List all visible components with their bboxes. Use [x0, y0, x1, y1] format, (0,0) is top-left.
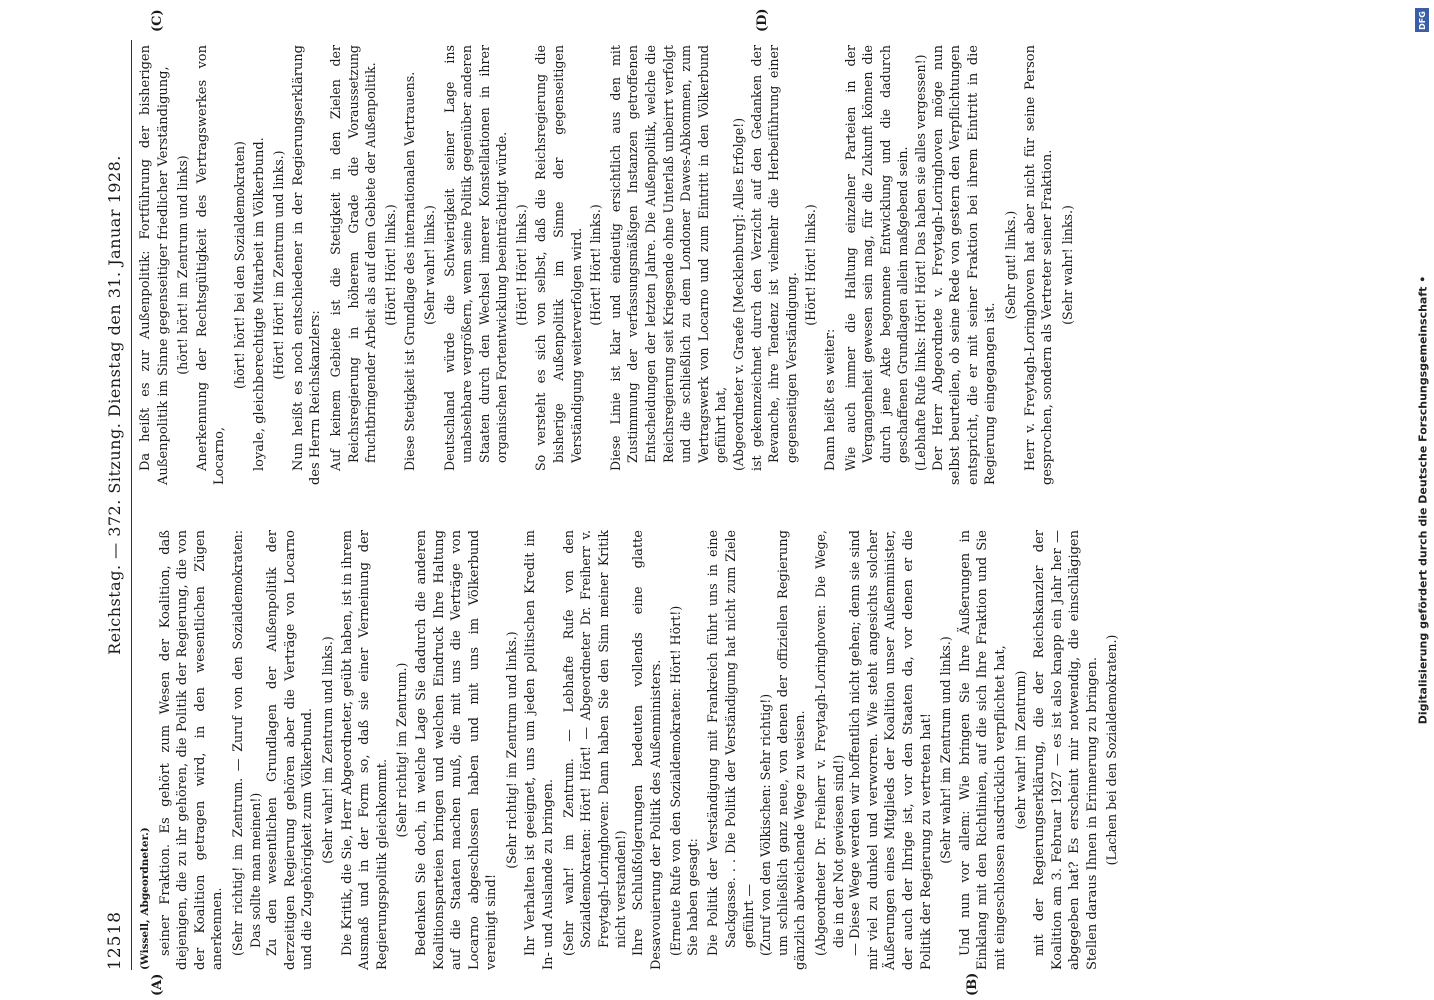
paragraph: Ihre Schlußfolgerungen bedeuten vollends eine glatte Desavouierung der Politik des Außenministers.	[631, 530, 664, 970]
interjection: (Lachen bei den Sozialdemokraten.)	[1104, 634, 1120, 866]
left-text-column	[137, 530, 1123, 970]
paragraph: Nun heißt es noch entschiedener in der Regierungserklärung des Herrn Reichskanzlers:	[290, 45, 324, 485]
quoted-passage: (Zuruf von den Völkischen: Sehr richtig!)	[758, 693, 774, 956]
dfg-credit-text: Digitalisierung gefördert durch die Deutsche Forschungsgemeinschaft •	[1416, 275, 1430, 725]
interjection: (Sehr gut! links.)	[1002, 210, 1018, 320]
margin-marker-d: (D)	[755, 8, 770, 32]
paragraph: Der Herr Abgeordnete v. Freytagh-Loringhoven möge nun selbst beurteilen, ob seine Rede von gestern den Verpflichtungen entspricht, die er mit seiner Fraktion bei ihrem Eintritt in die Regierung eingegangen ist.	[930, 45, 999, 485]
interjection: (Sehr wahr! im Zentrum und links.)	[938, 636, 954, 864]
interjection: (Sehr wahr! links.)	[421, 205, 437, 325]
paragraph: Und nun vor allem: Wie bringen Sie Ihre Äußerungen in Einklang mit den Richtlinien, auf die sich Ihre Fraktion und Sie mit eingeschlossen ausdrücklich verpflichtet hat,	[957, 530, 1008, 970]
quoted-passage: So versteht es sich von selbst, daß die Reichsregierung die bisherige Außenpolitik im Sinne der gegenseitigen Verständigung weiterverfolgen wird.	[533, 45, 584, 471]
interjection: (Sehr richtig! im Zentrum und links.)	[503, 631, 519, 869]
quoted-passage: (Abgeordneter v. Graefe [Mecklenburg]: Alles Erfolge!)	[731, 117, 746, 471]
paragraph: Die Kritik, die Sie, Herr Abgeordneter, geübt haben, ist in ihrem Ausmaß und in der Form so, daß sie einer Verneinung der Regierungspolitik gleichkommt.	[339, 530, 390, 970]
page-number: 12518	[105, 910, 125, 970]
speaker-label: (Wissell, Abgeordneter.)	[139, 827, 151, 970]
paragraph: — Diese Wege werden wir hoffentlich nicht gehen; denn sie sind mir viel zu dunkel und verworren. Wie steht angesichts solcher Äußerungen eines Mitglieds der Koalition unser Außenminister, der auch der Ihrige ist, vor den Staaten da, vor denen er die Politik der Regierung zu vertreten hat!	[848, 530, 934, 970]
interjection: (Hört! Hört! links.)	[588, 204, 604, 326]
interjection: (sehr wahr! im Zentrum)	[1012, 670, 1028, 830]
quoted-passage: Die Politik der Verständigung mit Frankreich führt uns in eine Sackgasse. . . Die Politik der Verständigung hat nicht zum Ziele geführt —	[705, 530, 756, 956]
interjection: (Sehr richtig! im Zentrum.)	[394, 662, 410, 838]
quoted-passage: (Lebhafte Rufe links: Hört! Hört! Das haben sie alles vergessen!)	[912, 54, 928, 471]
quoted-passage: (Erneute Rufe von den Sozialdemokraten: Hört! Hört!)	[668, 605, 684, 956]
paragraph: Herr v. Freytagh-Loringhoven hat aber nicht für seine Person gesprochen, sondern als Vertreter seiner Fraktion.	[1022, 45, 1056, 485]
interjection: (Sehr wahr! links.)	[1059, 205, 1075, 325]
interjection: (Hört! Hört! links.)	[382, 204, 398, 326]
quoted-passage: ist gekennzeichnet durch den Verzicht auf den Gedanken der Revanche, ihre Tendenz ist vielmehr die Herbeiführung einer gegenseitigen Verständigung.	[748, 45, 799, 471]
quoted-passage: Diese Stetigkeit ist Grundlage des internationalen Vertrauens.	[402, 71, 418, 471]
rotated-document-page	[95, 0, 1395, 1000]
session-title: Reichstag. — 372. Sitzung. Dienstag den 31. Januar 1928.	[105, 155, 124, 655]
right-text-column	[137, 45, 1078, 485]
paragraph: Zu den wesentlichen Grundlagen der Außenpolitik der derzeitigen Regierung gehören aber die Verträge von Locarno und die Zugehörigkeit zum Völkerbund.	[265, 530, 316, 970]
paragraph: Sie haben gesagt:	[685, 838, 701, 956]
page-header	[101, 40, 129, 970]
quoted-passage: Deutschland würde die Schwierigkeit seiner Lage ins unabsehbare vergrößern, wenn seine Politik gegenüber anderen Staaten durch den Wechsel innerer Konstellationen in ihrer organischen Fortentwicklung beeinträchtigt würde.	[441, 45, 510, 471]
header-rule	[131, 40, 132, 970]
paragraph: Anerkennung der Rechtsgültigkeit des Vertragswerkes von Locarno,	[194, 45, 228, 485]
quoted-passage: Diese Linie ist klar und eindeutig ersichtlich aus den mit Zustimmung der verfassungsmäßigen Instanzen getroffenen Entscheidungen der letzten Jahre. Die Außenpolitik, welche die Reichsregierung seit Kriegsende ohne Unterlaß unbeirrt verfolgt und die schließlich zu dem Londoner Dawes-Abkommen, zum Vertragswerk von Locarno und zum Eintritt in den Völkerbund geführt hat,	[607, 45, 729, 471]
quoted-passage: (Sehr wahr! im Zentrum. — Lebhafte Rufe von den Sozialdemokraten: Hört! Hört! — Abgeordneter Dr. Freiherr v. Freytagh-Loringhoven: Dann haben Sie den Sinn meiner Kritik nicht verstanden!)	[560, 530, 629, 956]
quoted-passage: (Sehr richtig! im Zentrum. — Zuruf von den Sozialdemokraten: Das sollte man meinen!)	[229, 530, 263, 956]
quoted-passage: Auf keinem Gebiete ist die Stetigkeit in den Zielen der Reichsregierung in höherem Grade die Voraussetzung fruchtbringender Arbeit als auf dem Gebiete der Außenpolitik.	[327, 45, 379, 471]
interjection: (hört! hört! im Zentrum und links)	[175, 155, 191, 375]
quoted-passage: (Abgeordneter Dr. Freiherr v. Freytagh-Loringhoven: Die Wege, die in der Not gewiesen sind!)	[812, 530, 846, 956]
quoted-passage: Wie auch immer die Haltung einzelner Parteien in der Vergangenheit gewesen sein mag, für die Zukunft können die durch jene Akte begonnene Entwicklung und die dadurch geschaffenen Grundlagen allein maßgebend sein.	[842, 45, 911, 471]
paragraph: um schließlich ganz neue, von denen der offiziellen Regierung gänzlich abweichende Wege zu weisen.	[775, 530, 809, 970]
paragraph: seiner Fraktion. Es gehört zum Wesen der Koalition, daß diejenigen, die zu ihr gehören, die Politik der Regierung, die von der Koalition getragen wird, in den wesentlichen Zügen anerkennen.	[157, 530, 226, 970]
dfg-logo: DFG	[1415, 8, 1429, 32]
interjection: (Hört! Hört! links.)	[803, 204, 819, 326]
margin-marker-a: (A)	[150, 973, 165, 996]
interjection: (Hört! Hört! links.)	[513, 204, 529, 326]
margin-marker-b: (B)	[965, 972, 980, 996]
paragraph: Bedenken Sie doch, in welche Lage Sie dadurch die anderen Koalitionsparteien bringen und welchen Eindruck Ihre Haltung auf die Staaten machen muß, die mit uns die Verträge von Locarno abgeschlossen haben und mit uns im Völkerbund vereinigt sind!	[413, 530, 500, 970]
paragraph: mit der Regierungserklärung, die der Reichskanzler der Koalition am 3. Februar 1927 — es ist also knapp ein Jahr her — abgegeben hat? Es erscheint mir notwendig, die einschlägigen Stellen daraus Ihnen in Erinnerung zu bringen.	[1032, 530, 1100, 970]
interjection: (Hört! Hört! im Zentrum und links.)	[271, 150, 287, 380]
dfg-credit-strip	[1412, 0, 1434, 1000]
paragraph: loyale, gleichberechtigte Mitarbeit im Völkerbund.	[251, 137, 267, 471]
interjection: (Sehr wahr! im Zentrum und links.)	[319, 636, 335, 864]
interjection: (hört! hört! bei den Sozialdemokraten)	[231, 141, 247, 389]
paragraph: Ihr Verhalten ist geeignet, uns um jeden politischen Kredit im In- und Auslande zu bringen.	[523, 530, 557, 970]
paragraph: Da heißt es zur Außenpolitik: Fortführung der bisherigen Außenpolitik im Sinne gegenseitiger friedlicher Verständigung,	[138, 45, 171, 485]
margin-marker-c: (C)	[150, 9, 165, 32]
paragraph: Dann heißt es weiter:	[822, 328, 838, 471]
